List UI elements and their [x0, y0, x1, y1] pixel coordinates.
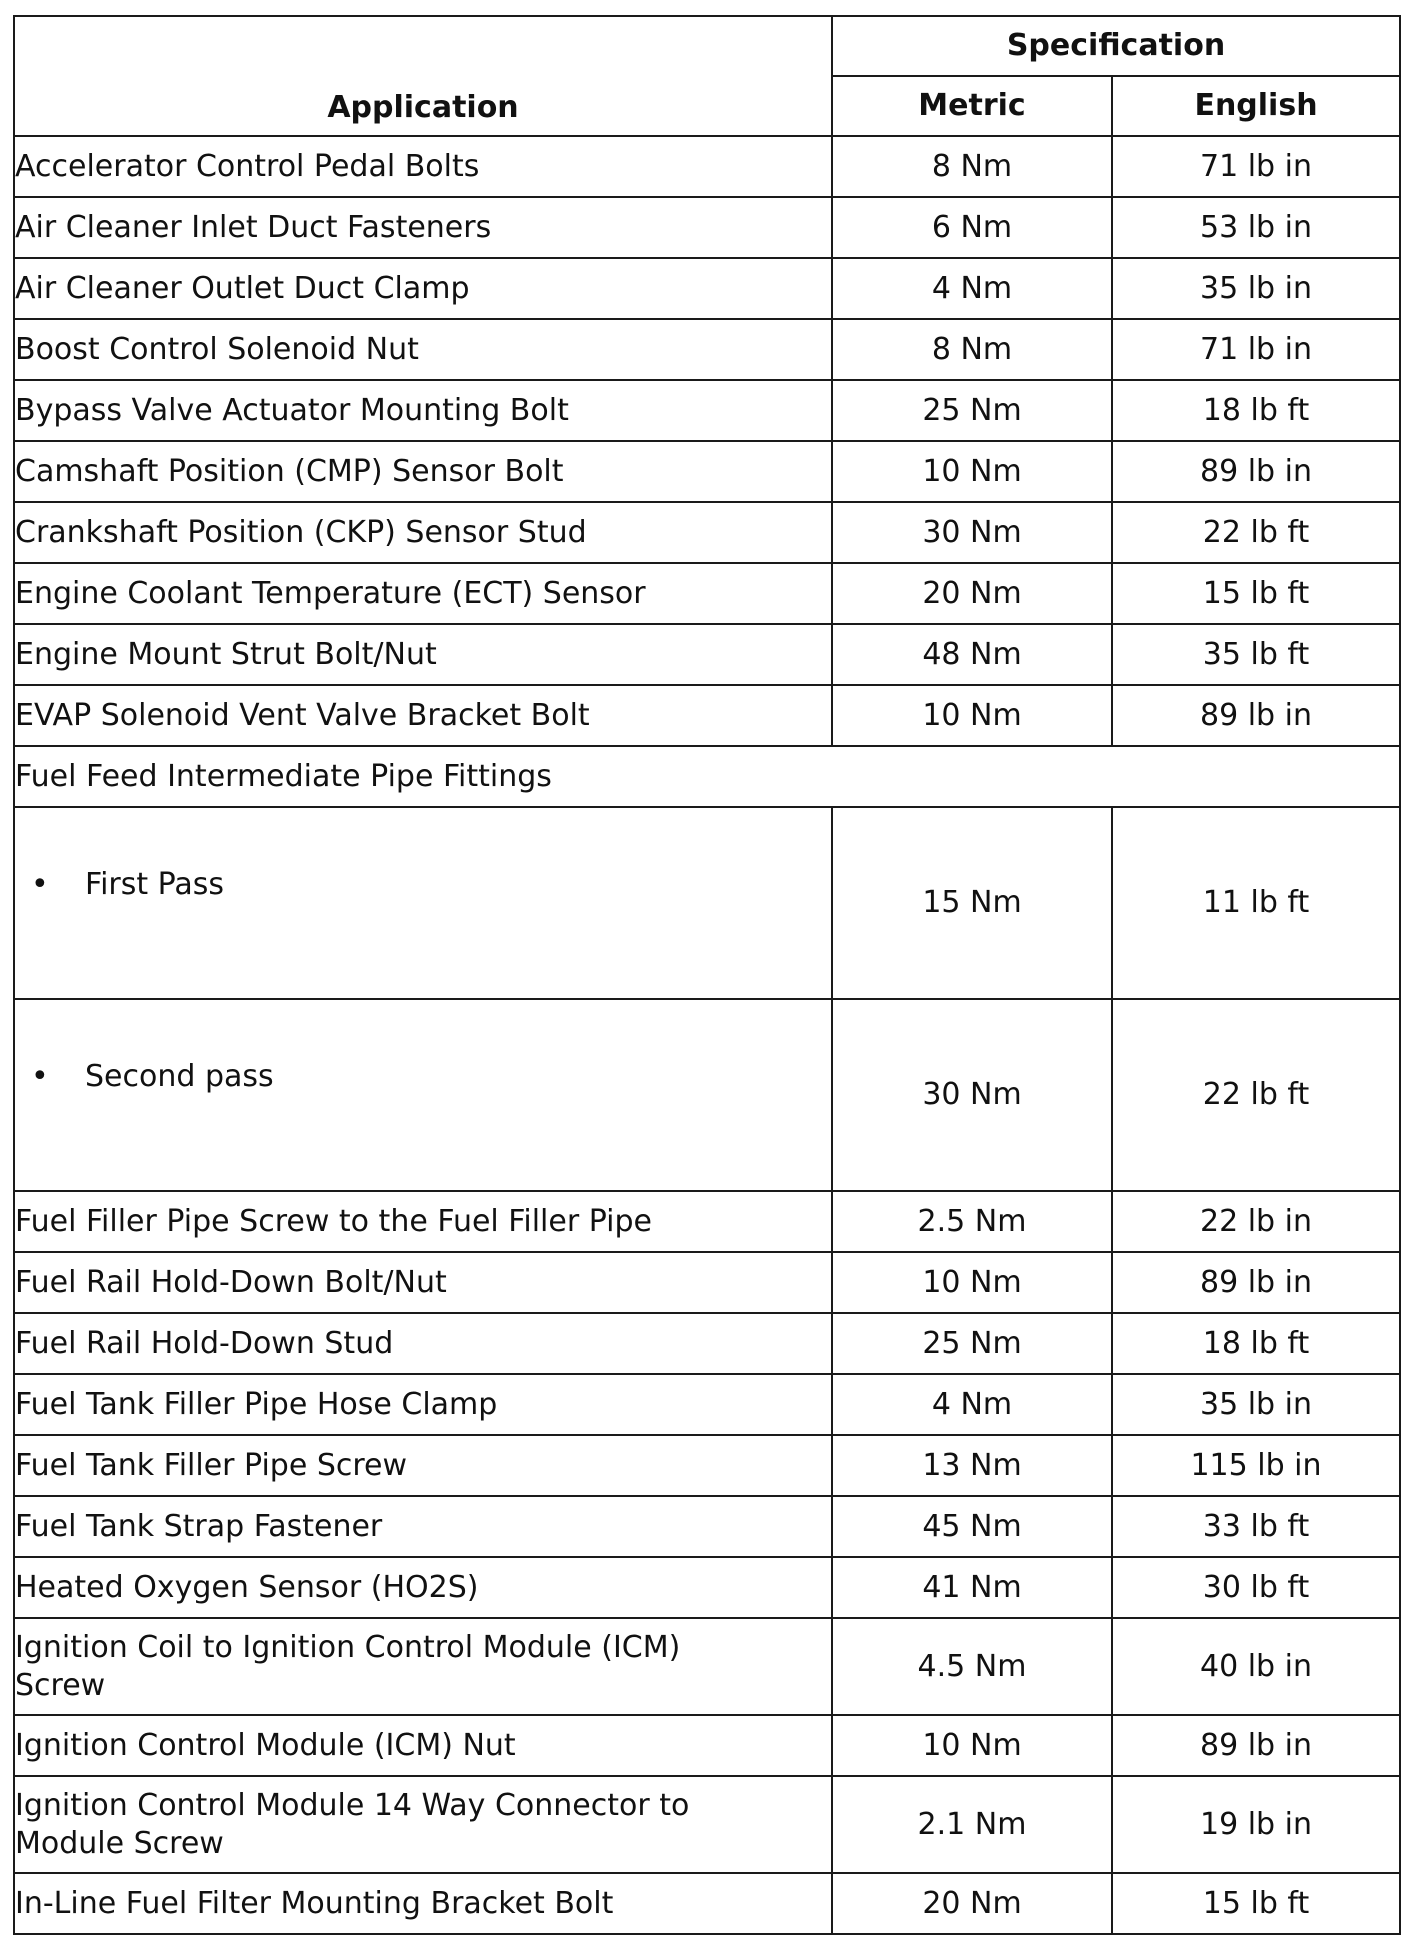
english-cell: 35 lb ft: [1112, 624, 1400, 685]
application-cell: Fuel Rail Hold-Down Stud: [14, 1313, 832, 1374]
table-row: [14, 1496, 1400, 1557]
application-cell: Air Cleaner Outlet Duct Clamp: [14, 258, 832, 319]
application-cell: Ignition Control Module (ICM) Nut: [14, 1715, 832, 1776]
english-cell: 89 lb in: [1112, 1252, 1400, 1313]
metric-cell: 8 Nm: [832, 319, 1112, 380]
english-cell: 11 lb ft: [1112, 807, 1400, 999]
metric-header: Metric: [832, 76, 1112, 136]
header-row: [14, 16, 1400, 76]
metric-cell: 15 Nm: [832, 807, 1112, 999]
table-row: [14, 563, 1400, 624]
application-cell: Heated Oxygen Sensor (HO2S): [14, 1557, 832, 1618]
application-cell: Fuel Tank Filler Pipe Hose Clamp: [14, 1374, 832, 1435]
metric-cell: 41 Nm: [832, 1557, 1112, 1618]
metric-cell: 13 Nm: [832, 1435, 1112, 1496]
english-cell: 40 lb in: [1112, 1618, 1400, 1715]
english-cell: 89 lb in: [1112, 685, 1400, 746]
table-row: [14, 502, 1400, 563]
torque-spec-table: [13, 15, 1401, 1935]
english-cell: 15 lb ft: [1112, 563, 1400, 624]
english-cell: 53 lb in: [1112, 197, 1400, 258]
table-row: [14, 1618, 1400, 1715]
table-row: [14, 441, 1400, 502]
application-cell: Fuel Tank Filler Pipe Screw: [14, 1435, 832, 1496]
english-cell: 71 lb in: [1112, 319, 1400, 380]
application-cell: Bypass Valve Actuator Mounting Bolt: [14, 380, 832, 441]
metric-cell: 8 Nm: [832, 136, 1112, 197]
table-row: [14, 1873, 1400, 1934]
application-cell: [14, 1618, 832, 1715]
table-row: [14, 1313, 1400, 1374]
application-cell: Boost Control Solenoid Nut: [14, 319, 832, 380]
english-cell: 18 lb ft: [1112, 1313, 1400, 1374]
group-title-row: [14, 746, 1400, 807]
application-cell: Fuel Filler Pipe Screw to the Fuel Filler Pipe: [14, 1191, 832, 1252]
metric-cell: 25 Nm: [832, 1313, 1112, 1374]
english-cell: 89 lb in: [1112, 1715, 1400, 1776]
english-cell: 22 lb ft: [1112, 999, 1400, 1191]
table-row: [14, 1435, 1400, 1496]
metric-cell: 2.1 Nm: [832, 1776, 1112, 1873]
application-cell: In-Line Fuel Filter Mounting Bracket Bolt: [14, 1873, 832, 1934]
metric-cell: 2.5 Nm: [832, 1191, 1112, 1252]
sub-application-cell: [14, 807, 832, 999]
english-cell: 15 lb ft: [1112, 1873, 1400, 1934]
english-cell: 30 lb ft: [1112, 1557, 1400, 1618]
english-cell: 18 lb ft: [1112, 380, 1400, 441]
metric-cell: 20 Nm: [832, 563, 1112, 624]
metric-cell: 10 Nm: [832, 1252, 1112, 1313]
metric-cell: 4.5 Nm: [832, 1618, 1112, 1715]
application-cell: Air Cleaner Inlet Duct Fasteners: [14, 197, 832, 258]
application-header: Application: [14, 16, 832, 136]
metric-cell: 4 Nm: [832, 258, 1112, 319]
table-row: [14, 136, 1400, 197]
sub-application-label: First Pass: [85, 867, 225, 902]
table-row: [14, 258, 1400, 319]
application-cell: Engine Coolant Temperature (ECT) Sensor: [14, 563, 832, 624]
application-cell: Camshaft Position (CMP) Sensor Bolt: [14, 441, 832, 502]
group-sub-row: [14, 999, 1400, 1191]
metric-cell: 48 Nm: [832, 624, 1112, 685]
application-cell: Fuel Tank Strap Fastener: [14, 1496, 832, 1557]
table-row: [14, 1191, 1400, 1252]
metric-cell: 10 Nm: [832, 1715, 1112, 1776]
english-cell: 115 lb in: [1112, 1435, 1400, 1496]
table-row: [14, 1252, 1400, 1313]
application-line-1: Ignition Control Module 14 Way Connector to: [15, 1787, 690, 1823]
table-row: [14, 1374, 1400, 1435]
english-cell: 22 lb in: [1112, 1191, 1400, 1252]
table-row: [14, 380, 1400, 441]
application-cell: [14, 1776, 832, 1873]
metric-cell: 30 Nm: [832, 999, 1112, 1191]
application-cell: EVAP Solenoid Vent Valve Bracket Bolt: [14, 685, 832, 746]
application-cell: Crankshaft Position (CKP) Sensor Stud: [14, 502, 832, 563]
group-sub-row: [14, 807, 1400, 999]
metric-cell: 30 Nm: [832, 502, 1112, 563]
group-title-cell: Fuel Feed Intermediate Pipe Fittings: [14, 746, 1400, 807]
metric-cell: 6 Nm: [832, 197, 1112, 258]
metric-cell: 10 Nm: [832, 441, 1112, 502]
application-cell: Accelerator Control Pedal Bolts: [14, 136, 832, 197]
table-row: [14, 319, 1400, 380]
table-row: [14, 1776, 1400, 1873]
sub-application-cell: [14, 999, 832, 1191]
application-line-1: Ignition Coil to Ignition Control Module (ICM): [15, 1629, 681, 1665]
table-row: [14, 1557, 1400, 1618]
application-cell: Engine Mount Strut Bolt/Nut: [14, 624, 832, 685]
table-row: [14, 197, 1400, 258]
english-header: English: [1112, 76, 1400, 136]
application-line-2: Screw: [15, 1667, 106, 1703]
metric-cell: 20 Nm: [832, 1873, 1112, 1934]
bullet-icon: •: [31, 1059, 49, 1094]
english-cell: 35 lb in: [1112, 258, 1400, 319]
english-cell: 71 lb in: [1112, 136, 1400, 197]
table-row: [14, 685, 1400, 746]
table-row: [14, 624, 1400, 685]
metric-cell: 10 Nm: [832, 685, 1112, 746]
sub-application-label: Second pass: [85, 1059, 274, 1094]
metric-cell: 25 Nm: [832, 380, 1112, 441]
metric-cell: 45 Nm: [832, 1496, 1112, 1557]
table-row: [14, 1715, 1400, 1776]
application-line-2: Module Screw: [15, 1825, 224, 1861]
metric-cell: 4 Nm: [832, 1374, 1112, 1435]
bullet-icon: •: [31, 867, 49, 902]
application-cell: Fuel Rail Hold-Down Bolt/Nut: [14, 1252, 832, 1313]
english-cell: 22 lb ft: [1112, 502, 1400, 563]
english-cell: 19 lb in: [1112, 1776, 1400, 1873]
specification-header: Specification: [832, 16, 1400, 76]
english-cell: 89 lb in: [1112, 441, 1400, 502]
english-cell: 35 lb in: [1112, 1374, 1400, 1435]
english-cell: 33 lb ft: [1112, 1496, 1400, 1557]
